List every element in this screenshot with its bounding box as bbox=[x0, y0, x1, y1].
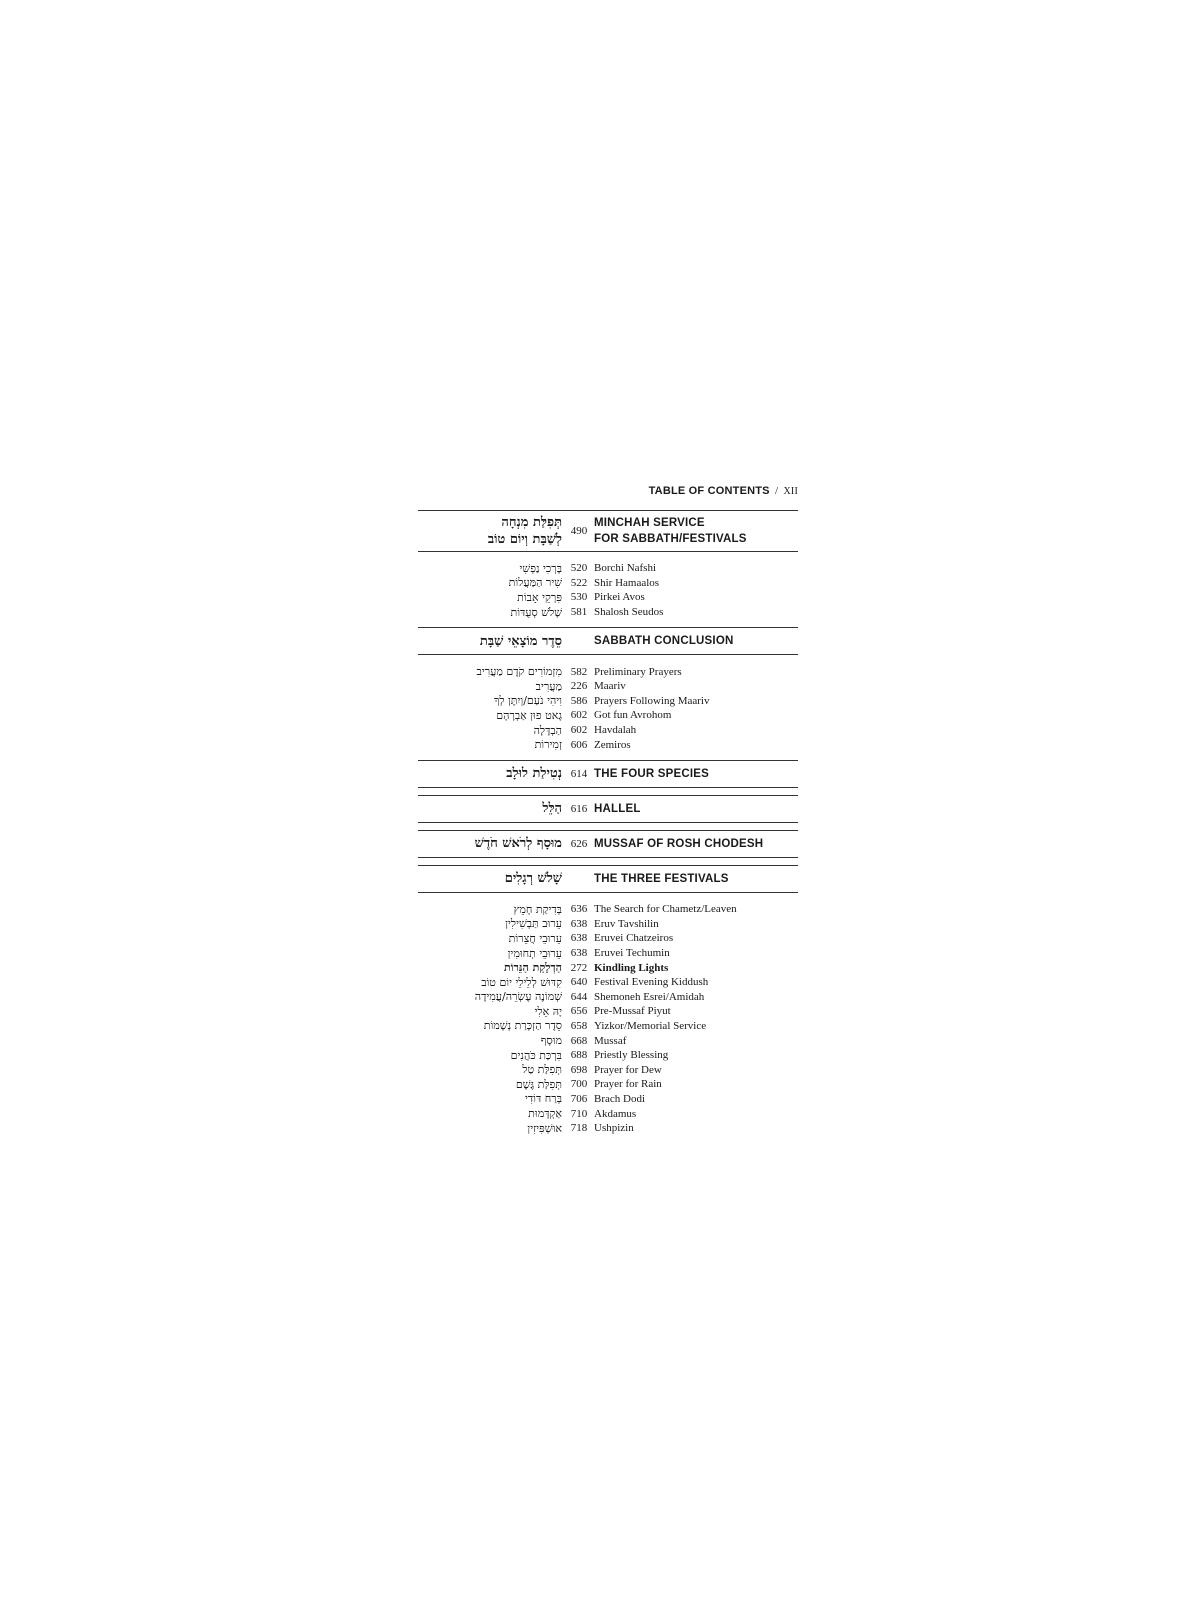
entry-hebrew-title: עֵרוּבֵי תְחוּמִין bbox=[507, 946, 562, 960]
section-hebrew-line: תְּפִלַּת מִנְחָה bbox=[501, 515, 562, 530]
toc-entry bbox=[418, 946, 798, 961]
section-english-title: THE FOUR SPECIES bbox=[594, 767, 710, 780]
section-english-title: SABBATH CONCLUSION bbox=[594, 635, 734, 648]
entry-hebrew-title: אוּשְׁפִּיזִין bbox=[527, 1121, 562, 1135]
entry-english-title: Shemoneh Esrei/Amidah bbox=[594, 990, 705, 1003]
section-heading-three-festivals bbox=[418, 866, 798, 892]
section-english-title bbox=[594, 515, 798, 547]
entry-page-number: 644 bbox=[570, 990, 588, 1003]
toc-entry bbox=[418, 1106, 798, 1121]
entry-hebrew-title: מוּסָף bbox=[540, 1034, 562, 1048]
section-heading-four-species bbox=[418, 761, 798, 787]
entry-hebrew-title: וִיהִי נֹעַם/וְיִתֶּן לְךָ bbox=[493, 694, 562, 708]
entry-english-title: Shalosh Seudos bbox=[594, 606, 664, 619]
entry-page-number: 640 bbox=[570, 976, 588, 989]
entry-page-number: 602 bbox=[570, 724, 588, 737]
entry-english-title: Eruvei Chatzeiros bbox=[594, 932, 674, 945]
entry-page-number: 638 bbox=[570, 917, 588, 930]
entry-page-number: 272 bbox=[570, 961, 588, 974]
entry-page-number: 606 bbox=[570, 738, 588, 751]
section-hebrew-title: נְטִילַת לוּלָב bbox=[506, 766, 562, 782]
entry-hebrew-title: זְמִירוֹת bbox=[534, 738, 562, 752]
entry-english-title: Prayer for Dew bbox=[594, 1063, 662, 1076]
running-head-title: TABLE OF CONTENTS bbox=[648, 485, 770, 497]
entry-hebrew-title: תְּפִלַּת טַל bbox=[522, 1063, 562, 1077]
entry-hebrew-title: גָאט פוּן אַבְרָהָם bbox=[496, 708, 562, 722]
entry-hebrew-title: בְּדִיקַת חָמֵץ bbox=[513, 902, 562, 916]
entry-english-title: Havdalah bbox=[594, 724, 637, 737]
entry-list bbox=[418, 552, 798, 627]
section-page-number: 614 bbox=[570, 767, 588, 780]
entry-english-title: Mussaf bbox=[594, 1034, 627, 1047]
entry-hebrew-title: אַקְדָּמוּת bbox=[528, 1107, 562, 1121]
section-english-line: MINCHAH SERVICE bbox=[594, 517, 705, 529]
toc-entry bbox=[418, 723, 798, 738]
entry-page-number: 636 bbox=[570, 903, 588, 916]
entry-english-title: Eruvei Techumin bbox=[594, 947, 670, 960]
entry-english-title: Prayers Following Maariv bbox=[594, 694, 710, 707]
section-hebrew-title bbox=[418, 514, 564, 548]
section-hebrew-title: שָׁלֹשׁ רְגָלִים bbox=[504, 871, 562, 887]
entry-english-title: Eruv Tavshilin bbox=[594, 917, 659, 930]
toc-entry bbox=[418, 917, 798, 932]
entry-page-number: 656 bbox=[570, 1005, 588, 1018]
section-hebrew-title: הַלֵּל bbox=[542, 801, 562, 817]
entry-english-title: Pre-Mussaf Piyut bbox=[594, 1005, 671, 1018]
section-hebrew-title: סֵדֶר מוֹצָאֵי שַׁבָּת bbox=[479, 633, 562, 649]
toc-entry bbox=[418, 1004, 798, 1019]
toc-entry bbox=[418, 737, 798, 752]
entry-page-number: 700 bbox=[570, 1078, 588, 1091]
entry-page-number: 688 bbox=[570, 1049, 588, 1062]
toc-entry bbox=[418, 902, 798, 917]
entry-hebrew-title: מַעֲרִיב bbox=[535, 679, 562, 693]
toc-entry bbox=[418, 590, 798, 605]
section-heading-minchah bbox=[418, 511, 798, 551]
toc-entry bbox=[418, 664, 798, 679]
toc-entry bbox=[418, 1092, 798, 1107]
entry-hebrew-title: קִדּוּשׁ לְלֵילֵי יוֹם טוֹב bbox=[481, 975, 562, 989]
entry-hebrew-title: תְּפִלַּת גֶּשֶׁם bbox=[515, 1077, 562, 1091]
section-english-title: MUSSAF OF ROSH CHODESH bbox=[594, 837, 764, 850]
entry-page-number: 582 bbox=[570, 665, 588, 678]
page-folio: XII bbox=[783, 486, 798, 497]
running-head bbox=[418, 484, 798, 498]
entry-english-title: Got fun Avrohom bbox=[594, 709, 672, 722]
toc-entry bbox=[418, 1033, 798, 1048]
toc-entry bbox=[418, 694, 798, 709]
entry-page-number: 668 bbox=[570, 1034, 588, 1047]
entry-page-number: 586 bbox=[570, 694, 588, 707]
entry-hebrew-title: יָהּ אֵלִי bbox=[534, 1004, 562, 1018]
entry-page-number: 698 bbox=[570, 1063, 588, 1076]
toc-entry bbox=[418, 1019, 798, 1034]
entry-english-title: Festival Evening Kiddush bbox=[594, 976, 709, 989]
entry-hebrew-title: שָׁלֹשׁ סְעֻדּוֹת bbox=[510, 605, 562, 619]
toc-entry bbox=[418, 576, 798, 591]
entry-hebrew-title: שִׁיר הַמַּעֲלוֹת bbox=[508, 576, 562, 590]
toc-entry bbox=[418, 679, 798, 694]
entry-hebrew-title: מִזְמוֹרִים קֹדֶם מַעֲרִיב bbox=[476, 665, 562, 679]
entry-english-title: Preliminary Prayers bbox=[594, 665, 682, 678]
section-english-title: THE THREE FESTIVALS bbox=[594, 872, 729, 885]
section-hebrew-title: מוּסָף לְרֹאשׁ חֹדֶשׁ bbox=[474, 836, 562, 852]
section-english-line: FOR SABBATH/FESTIVALS bbox=[594, 533, 747, 545]
toc-entry bbox=[418, 960, 798, 975]
toc-entry bbox=[418, 605, 798, 620]
toc-entry bbox=[418, 1121, 798, 1136]
entry-hebrew-title: הַבְדָּלָה bbox=[533, 723, 562, 737]
toc-entry bbox=[418, 561, 798, 576]
entry-english-title: Shir Hamaalos bbox=[594, 576, 660, 589]
toc-entry bbox=[418, 1062, 798, 1077]
entry-english-title: Prayer for Rain bbox=[594, 1078, 662, 1091]
entry-page-number: 530 bbox=[570, 591, 588, 604]
entry-hebrew-title: בְּרַח דּוֹדִי bbox=[525, 1092, 562, 1106]
toc-entry bbox=[418, 975, 798, 990]
entry-hebrew-title: הַדְלָקַת הַנֵּרוֹת bbox=[503, 961, 562, 975]
entry-english-title: Borchi Nafshi bbox=[594, 562, 657, 575]
entry-english-title: Kindling Lights bbox=[594, 961, 669, 974]
toc-entry bbox=[418, 990, 798, 1005]
section-heading-hallel bbox=[418, 796, 798, 822]
section-hebrew-line: לְשַׁבָּת וְיוֹם טוֹב bbox=[487, 532, 562, 547]
section-heading-mussaf-rosh-chodesh bbox=[418, 831, 798, 857]
entry-page-number: 226 bbox=[570, 680, 588, 693]
entry-english-title: The Search for Chametz/Leaven bbox=[594, 903, 737, 916]
entry-english-title: Yizkor/Memorial Service bbox=[594, 1019, 707, 1032]
entry-page-number: 638 bbox=[570, 947, 588, 960]
entry-english-title: Pirkei Avos bbox=[594, 591, 645, 604]
entry-english-title: Brach Dodi bbox=[594, 1092, 646, 1105]
entry-page-number: 718 bbox=[570, 1122, 588, 1135]
toc-entry bbox=[418, 1077, 798, 1092]
entry-page-number: 602 bbox=[570, 709, 588, 722]
entry-page-number: 520 bbox=[570, 562, 588, 575]
entry-page-number: 581 bbox=[570, 606, 588, 619]
toc-entry bbox=[418, 708, 798, 723]
section-page-number: 616 bbox=[570, 802, 588, 815]
entry-list bbox=[418, 655, 798, 760]
entry-english-title: Maariv bbox=[594, 680, 626, 693]
section-heading-sabbath-conclusion bbox=[418, 628, 798, 654]
entry-english-title: Zemiros bbox=[594, 738, 631, 751]
entry-hebrew-title: שְׁמוֹנֶה עֶשְׂרֵה/עֲמִידָה bbox=[474, 990, 562, 1004]
toc-entry bbox=[418, 1048, 798, 1063]
toc-entry bbox=[418, 931, 798, 946]
entry-hebrew-title: עֵרוּבֵי חֲצֵרוֹת bbox=[508, 931, 562, 945]
entry-hebrew-title: בָּרְכִי נַפְשִׁי bbox=[519, 561, 562, 575]
entry-page-number: 706 bbox=[570, 1092, 588, 1105]
running-head-separator: / bbox=[774, 485, 779, 497]
entry-hebrew-title: סֵדֶר הַזְכָּרַת נְשָׁמוֹת bbox=[483, 1019, 562, 1033]
entry-page-number: 658 bbox=[570, 1019, 588, 1032]
entry-english-title: Ushpizin bbox=[594, 1122, 634, 1135]
entry-english-title: Priestly Blessing bbox=[594, 1049, 669, 1062]
entry-english-title: Akdamus bbox=[594, 1107, 637, 1120]
section-page-number: 626 bbox=[570, 837, 588, 850]
entry-page-number: 638 bbox=[570, 932, 588, 945]
section-english-title: HALLEL bbox=[594, 802, 641, 815]
table-of-contents-page bbox=[418, 484, 798, 1143]
entry-hebrew-title: עֵרוּב תַּבְשִׁילִין bbox=[505, 917, 562, 931]
entry-page-number: 522 bbox=[570, 576, 588, 589]
entry-hebrew-title: פִּרְקֵי אָבוֹת bbox=[517, 590, 562, 604]
entry-list bbox=[418, 893, 798, 1144]
entry-page-number: 710 bbox=[570, 1107, 588, 1120]
section-page-number: 490 bbox=[570, 525, 588, 537]
entry-hebrew-title: בִּרְכַּת כֹּהֲנִים bbox=[510, 1048, 562, 1062]
